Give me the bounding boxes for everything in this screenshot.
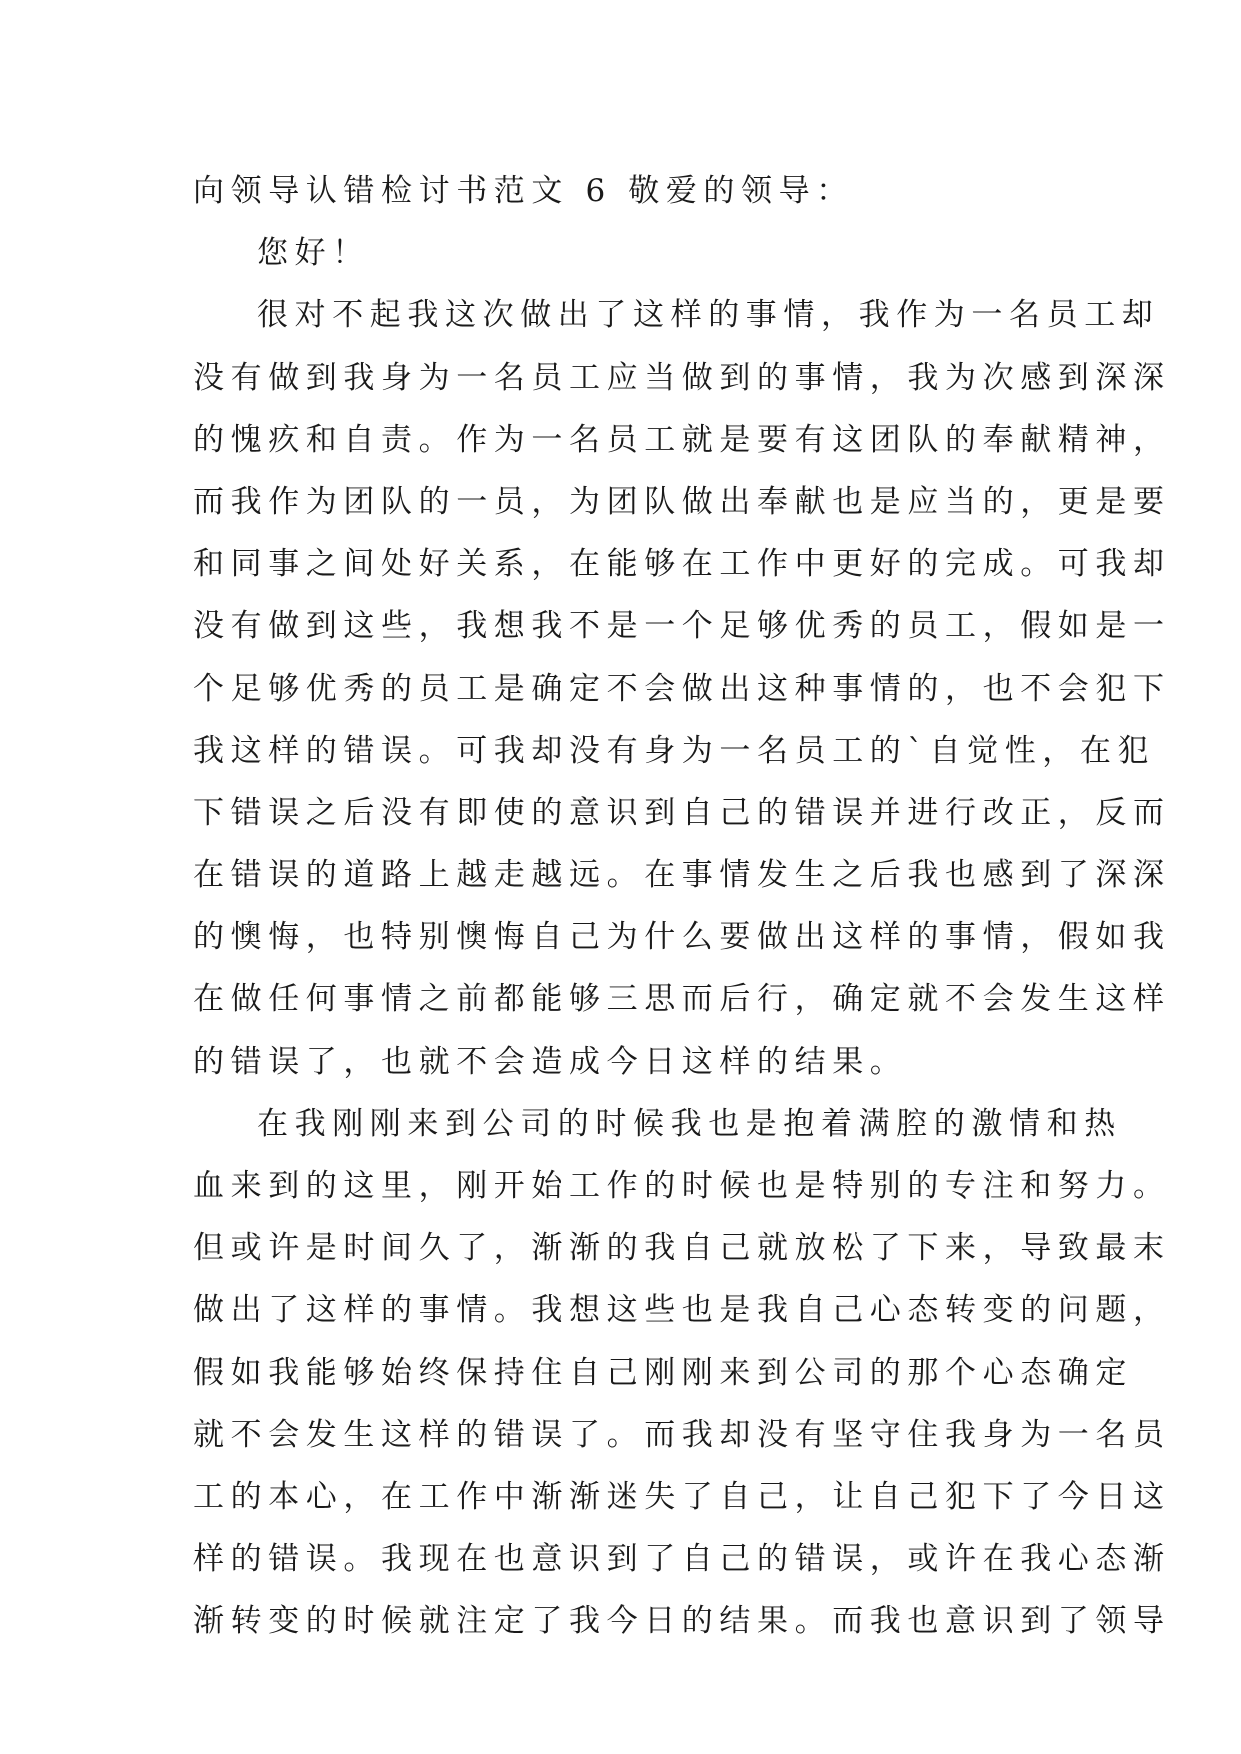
- text-line: 的错误了，也就不会造成今日这样的结果。: [193, 1043, 908, 1080]
- text-line: 血来到的这里，刚开始工作的时候也是特别的专注和努力。: [193, 1168, 1171, 1204]
- letter-title-line: 向领导认错检讨书范文 6 敬爱的领导：: [193, 173, 854, 209]
- text-line: 在做任何事情之前都能够三思而后行，确定就不会发生这样: [193, 981, 1171, 1018]
- text-line: 的懊悔，也特别懊悔自己为什么要做出这样的事情，假如我: [193, 919, 1171, 956]
- letter-body: [193, 160, 1171, 1653]
- text-line: 做出了这样的事情。我想这些也是我自己心态转变的问题，: [193, 1292, 1171, 1329]
- text-line: 就不会发生这样的错误了。而我却没有坚守住我身为一名员: [193, 1416, 1171, 1453]
- text-line: 我这样的错误。可我却没有身为一名员工的`自觉性，在犯: [193, 732, 1156, 769]
- text-line: 渐转变的时候就注定了我今日的结果。而我也意识到了领导: [193, 1603, 1171, 1640]
- text-line: 您好！: [257, 235, 370, 272]
- text-line: 假如我能够始终保持住自己刚刚来到公司的那个心态确定: [193, 1354, 1133, 1391]
- text-line: 很对不起我这次做出了这样的事情，我作为一名员工却: [257, 297, 1160, 334]
- text-line: 在错误的道路上越走越远。在事情发生之后我也感到了深深: [193, 857, 1171, 894]
- text-line: 样的错误。我现在也意识到了自己的错误，或许在我心态渐: [193, 1541, 1171, 1578]
- text-line: 没有做到我身为一名员工应当做到的事情，我为次感到深深: [193, 359, 1171, 396]
- text-line: 和同事之间处好关系，在能够在工作中更好的完成。可我却: [193, 546, 1171, 583]
- text-line: 但或许是时间久了，渐渐的我自己就放松了下来，导致最末: [193, 1230, 1171, 1267]
- text-line: 而我作为团队的一员，为团队做出奉献也是应当的，更是要: [193, 483, 1171, 520]
- text-line: 工的本心，在工作中渐渐迷失了自己，让自己犯下了今日这: [193, 1478, 1171, 1515]
- text-line: 没有做到这些，我想我不是一个足够优秀的员工，假如是一: [193, 608, 1171, 645]
- text-line: 个足够优秀的员工是确定不会做出这种事情的，也不会犯下: [193, 670, 1171, 707]
- text-line: 的愧疚和自责。作为一名员工就是要有这团队的奉献精神，: [193, 421, 1171, 458]
- text-line: 下错误之后没有即使的意识到自己的错误并进行改正，反而: [193, 794, 1171, 831]
- text-line: 在我刚刚来到公司的时候我也是抱着满腔的激情和热: [257, 1105, 1122, 1142]
